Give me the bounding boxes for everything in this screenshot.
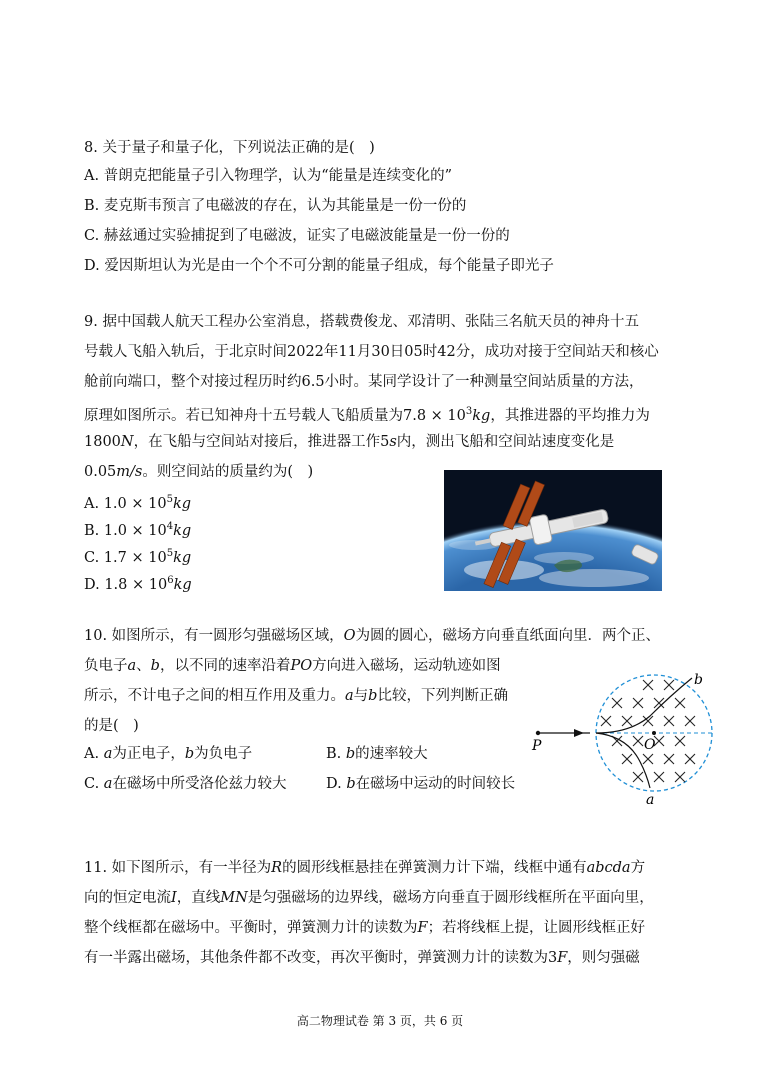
center-o bbox=[652, 731, 656, 735]
q9-line4: 原理如图所示。若已知神舟十五号载人飞船质量为$7.8 \times 10^3kg$，其推进器的平均推力为 bbox=[84, 406, 650, 424]
magnetic-field-figure bbox=[530, 668, 726, 808]
q10-line3: 所示，不计电子之间的相互作用及重力。a与b比较，下列判断正确 bbox=[84, 688, 508, 704]
field-cross-icon bbox=[675, 772, 685, 782]
q8-option-b: B. 麦克斯韦预言了电磁波的存在，认为其能量是一份一份的 bbox=[84, 198, 467, 214]
q8-option-a: A. 普朗克把能量子引入物理学，认为“能量是连续变化的” bbox=[84, 168, 453, 184]
field-cross-icon bbox=[685, 754, 695, 764]
page-footer: 高二物理试卷 第 3 页，共 6 页 bbox=[296, 1014, 464, 1028]
field-cross-icon bbox=[601, 716, 611, 726]
q10-option-b: B. b的速率较大 bbox=[326, 746, 428, 762]
field-cross-icon bbox=[654, 736, 664, 746]
q9-line3: 舱前向端口，整个对接过程历时约6.5小时。某同学设计了一种测量空间站质量的方法， bbox=[84, 374, 644, 390]
q8-stem: 8. 关于量子和量子化，下列说法正确的是( ) bbox=[84, 140, 375, 156]
q9-line6: 0.05m/s。则空间站的质量约为( ) bbox=[84, 464, 314, 480]
label-p: P bbox=[532, 738, 542, 754]
field-cross-icon bbox=[654, 772, 664, 782]
q11-line2: 向的恒定电流I，直线MN是匀强磁场的边界线，磁场方向垂直于圆形线框所在平面向里， bbox=[84, 890, 654, 906]
field-cross-icon bbox=[643, 680, 653, 690]
q9-option-a: A. $1.0 \times 10^5kg$ bbox=[84, 494, 192, 512]
q11-line3: 整个线框都在磁场中。平衡时，弹簧测力计的读数为F；若将线框上提，让圆形线框正好 bbox=[84, 920, 646, 936]
q10-option-a: A. a为正电子，b为负电子 bbox=[84, 746, 253, 762]
field-cross-icon bbox=[675, 736, 685, 746]
field-cross-icon bbox=[664, 754, 674, 764]
q9-option-c: C. $1.7 \times 10^5kg$ bbox=[84, 548, 192, 566]
arrow-icon bbox=[574, 729, 584, 737]
q8-option-c: C. 赫兹通过实验捕捉到了电磁波，证实了电磁波能量是一份一份的 bbox=[84, 228, 510, 244]
q10-line1: 10. 如图所示，有一圆形匀强磁场区域，O为圆的圆心，磁场方向垂直纸面向里．两个正、 bbox=[84, 628, 661, 644]
label-b: b bbox=[694, 672, 703, 688]
field-cross-icon bbox=[633, 698, 643, 708]
q11-line1: 11. 如下图所示，有一半径为R的圆形线框悬挂在弹簧测力计下端，线框中通有abcda方 bbox=[84, 860, 646, 876]
q9-option-b: B. $1.0 \times 10^4kg$ bbox=[84, 521, 192, 539]
field-cross-icon bbox=[622, 716, 632, 726]
q11-line4: 有一半露出磁场，其他条件都不改变，再次平衡时，弹簧测力计的读数为3F，则匀强磁 bbox=[84, 950, 640, 966]
field-cross-icon bbox=[612, 698, 622, 708]
field-cross-icon bbox=[633, 772, 643, 782]
q9-line5: 1800N，在飞船与空间站对接后，推进器工作5s内，测出飞船和空间站速度变化是 bbox=[84, 434, 615, 450]
label-o: O bbox=[644, 737, 656, 753]
field-cross-icon bbox=[622, 754, 632, 764]
field-cross-icon bbox=[633, 736, 643, 746]
field-cross-icon bbox=[664, 680, 674, 690]
q10-line2: 负电子a、b，以不同的速率沿着PO方向进入磁场，运动轨迹如图 bbox=[84, 658, 501, 674]
q9-line1: 9. 据中国载人航天工程办公室消息，搭载费俊龙、邓清明、张陆三名航天员的神舟十五 bbox=[84, 314, 639, 330]
q9-option-d: D. $1.8 \times 10^6kg$ bbox=[84, 575, 192, 593]
q10-option-d: D. b在磁场中运动的时间较长 bbox=[326, 776, 516, 792]
field-cross-icon bbox=[675, 698, 685, 708]
q10-line4: 的是( ) bbox=[84, 718, 139, 734]
label-a: a bbox=[646, 792, 655, 808]
q9-line2: 号载人飞船入轨后，于北京时间2022年11月30日05时42分，成功对接于空间站天和核心 bbox=[84, 344, 659, 360]
space-station-image bbox=[444, 470, 662, 591]
q8-option-d: D. 爱因斯坦认为光是由一个个不可分割的能量子组成，每个能量子即光子 bbox=[84, 258, 554, 274]
q10-option-c: C. a在磁场中所受洛伦兹力较大 bbox=[84, 776, 287, 792]
field-cross-icon bbox=[643, 754, 653, 764]
field-cross-icon bbox=[685, 716, 695, 726]
trajectory-a bbox=[596, 733, 650, 788]
field-cross-icon bbox=[664, 716, 674, 726]
